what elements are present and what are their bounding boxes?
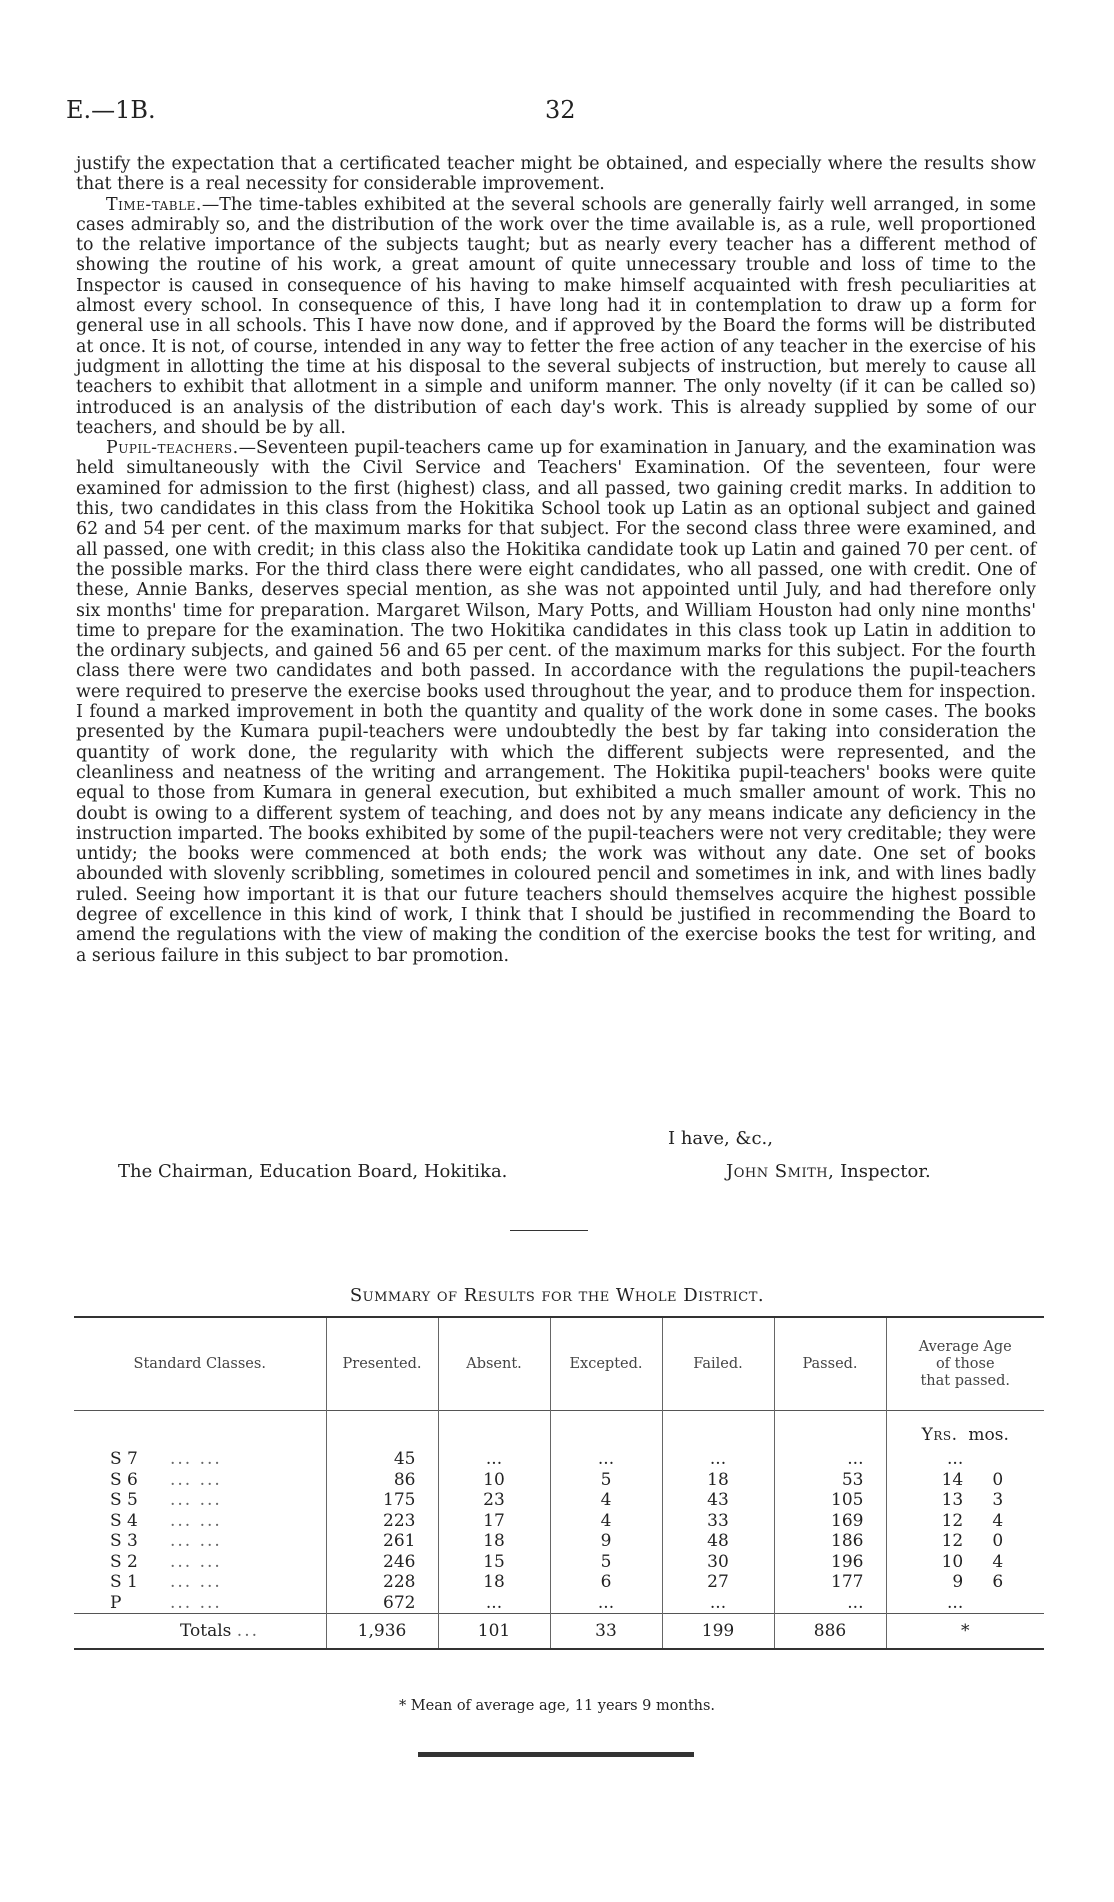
col-header-average-age: Average Age of those that passed.	[886, 1317, 1044, 1411]
cell-excepted: 5	[550, 1470, 662, 1491]
table-row	[74, 1511, 1044, 1532]
cell-age-years: 12	[941, 1510, 964, 1531]
cell-absent: ...	[438, 1449, 550, 1470]
cell-passed: 53	[774, 1470, 886, 1491]
cell-age-years: 9	[952, 1572, 964, 1592]
signature-title: Inspector.	[840, 1161, 931, 1182]
cell-age-months: 0	[992, 1469, 1004, 1490]
cell-failed: 27	[662, 1572, 774, 1593]
cell-presented: 246	[326, 1552, 438, 1573]
cell-age-years: ...	[947, 1592, 964, 1613]
units-row	[74, 1411, 1044, 1450]
totals-failed: 199	[662, 1614, 774, 1650]
cell-passed: 177	[774, 1572, 886, 1593]
section-divider	[510, 1230, 588, 1231]
class-label: S 2	[110, 1551, 138, 1572]
cell-absent: 18	[438, 1572, 550, 1593]
cell-excepted: 6	[550, 1572, 662, 1593]
paragraph-pupil-teachers	[76, 438, 1036, 966]
col-header-presented: Presented.	[326, 1317, 438, 1411]
class-label: S 7	[110, 1449, 138, 1469]
leader-dots: ... ...	[170, 1469, 222, 1490]
cell-passed: 186	[774, 1531, 886, 1552]
cell-failed: 48	[662, 1531, 774, 1552]
closing-salutation: I have, &c.,	[668, 1128, 773, 1149]
cell-failed: ...	[662, 1593, 774, 1614]
cell-excepted: ...	[550, 1449, 662, 1470]
cell-presented: 228	[326, 1572, 438, 1593]
col-header-excepted: Excepted.	[550, 1317, 662, 1411]
totals-passed: 886	[774, 1614, 886, 1650]
class-label: S 1	[110, 1572, 138, 1592]
leader-dots: ... ...	[170, 1490, 222, 1510]
table-row	[74, 1593, 1044, 1614]
unit-months: mos.	[968, 1424, 1009, 1445]
leader-dots: ... ...	[170, 1551, 222, 1572]
col-header-failed: Failed.	[662, 1317, 774, 1411]
totals-row: Totals ... 1,936 101 33 199 886 *	[74, 1614, 1044, 1650]
cell-excepted: 4	[550, 1490, 662, 1511]
paragraph-continuation: justify the expectation that a certificated teacher might be obtained, and especially where the results show that there is a real necessity for considerable improvement.	[76, 154, 1036, 195]
totals-absent: 101	[438, 1614, 550, 1650]
cell-presented: 672	[326, 1593, 438, 1614]
cell-presented: 261	[326, 1531, 438, 1552]
page-number: 32	[545, 96, 576, 124]
pupil-teachers-heading: Pupil-teachers.	[106, 438, 239, 459]
footnote: * Mean of average age, 11 years 9 months.	[398, 1698, 716, 1714]
cell-failed: 30	[662, 1552, 774, 1573]
cell-absent: 17	[438, 1511, 550, 1532]
col-header-classes: Standard Classes.	[133, 1355, 266, 1372]
col-header-absent: Absent.	[438, 1317, 550, 1411]
report-body	[76, 154, 1036, 966]
class-label: S 6	[110, 1469, 138, 1490]
cell-excepted: 9	[550, 1531, 662, 1552]
cell-age-years: 13	[941, 1490, 964, 1510]
cell-failed: 33	[662, 1511, 774, 1532]
cell-absent: 23	[438, 1490, 550, 1511]
table-row	[74, 1490, 1044, 1511]
cell-failed: 18	[662, 1470, 774, 1491]
cell-age-months: 4	[992, 1510, 1004, 1531]
pupil-teachers-text: —Seventeen pupil-teachers came up for examination in January, and the examination was held simultaneously with the Civil Service and Teachers' Examination. Of the seventeen, four were examined for admission to the first (highest) class, and all passed, two gaining credit marks. In addition to this, two candidates in this class from the Hokitika School took up Latin as an optional subject and gained 62 and 54 per cent. of the maximum marks for that subject. For the second class three were examined, and all passed, one with credit; in this class also the Hokitika candidate took up Latin and gained 70 per cent. of the possible marks. For the third class there were eight candidates, who all passed, one with credit. One of these, Annie Banks, deserves special mention, as she was not appointed until July, and had therefore only six months' time for preparation. Margaret Wilson, Mary Potts, and William Houston had only nine months' time to prepare for the examination. The two Hokitika candidates in this class took up Latin in addition to the ordinary subjects, and gained 56 and 65 per cent. of the maximum marks for this subject. For the fourth class there were two candidates and both passed. In accordance with the regulations the pupil-teachers were required to preserve the exercise books used throughout the year, and to produce them for inspection. I found a marked improvement in both the quantity and quality of the work done in some cases. The books presented by the Kumara pupil-teachers were undoubtedly the best by far taking into consideration the quantity of work done, the regularity with which the different subjects were represented, and the cleanliness and neatness of the writing and arrangement. The Hokitika pupil-teachers' books were quite equal to those from Kumara in general execution, but exhibited a much smaller amount of work. This no doubt is owing to a different system of teaching, and does not by any means indicate any deficiency in the instruction imparted. The books exhibited by some of the pupil-teachers were not very creditable; they were untidy; the books were commenced at both ends; the work was without any date. One set of books abounded with slovenly scribbling, sometimes in coloured pencil and sometimes in ink, and with lines badly ruled. Seeing how important it is that our future teachers should themselves acquire the highest possible degree of excellence in this kind of work, I think that I should be justified in recommending the Board to amend the regulations with the view of making the condition of the exercise books the test for writing, and a serious failure in this subject to bar promotion.	[76, 438, 1036, 966]
leader-dots: ... ...	[170, 1592, 222, 1613]
totals-presented: 1,936	[326, 1614, 438, 1650]
leader-dots: ... ...	[170, 1510, 222, 1531]
time-table-heading: Time-table.	[106, 194, 202, 215]
cell-passed: 196	[774, 1552, 886, 1573]
paragraph-time-table	[76, 195, 1036, 439]
letter-closing	[0, 1128, 1114, 1188]
table-row	[74, 1552, 1044, 1573]
cell-excepted: 5	[550, 1552, 662, 1573]
cell-absent: 18	[438, 1531, 550, 1552]
leader-dots: ... ...	[170, 1531, 222, 1551]
cell-passed: 105	[774, 1490, 886, 1511]
cell-passed: 169	[774, 1511, 886, 1532]
totals-age: *	[886, 1614, 1044, 1650]
cell-age-years: ...	[947, 1449, 964, 1469]
document-code: E.—1B.	[66, 96, 156, 124]
cell-age-months: 3	[992, 1490, 1004, 1510]
signature-name: John Smith,	[726, 1161, 835, 1182]
cell-passed: ...	[774, 1593, 886, 1614]
class-label: P	[110, 1592, 122, 1613]
cell-absent: ...	[438, 1593, 550, 1614]
cell-age-months: 0	[992, 1531, 1004, 1551]
cell-presented: 86	[326, 1470, 438, 1491]
addressee: The Chairman, Education Board, Hokitika.	[118, 1161, 508, 1182]
cell-failed: 43	[662, 1490, 774, 1511]
class-label: S 4	[110, 1510, 138, 1531]
totals-excepted: 33	[550, 1614, 662, 1650]
cell-presented: 223	[326, 1511, 438, 1532]
table-row	[74, 1572, 1044, 1593]
table-row	[74, 1531, 1044, 1552]
table-row	[74, 1470, 1044, 1491]
cell-absent: 15	[438, 1552, 550, 1573]
cell-age-years: 10	[941, 1551, 964, 1572]
results-table	[74, 1316, 1044, 1650]
end-rule	[418, 1752, 694, 1757]
cell-failed: ...	[662, 1449, 774, 1470]
cell-age-years: 12	[941, 1531, 964, 1551]
cell-absent: 10	[438, 1470, 550, 1491]
leader-dots: ... ...	[170, 1449, 222, 1469]
cell-presented: 175	[326, 1490, 438, 1511]
time-table-text: —The time-tables exhibited at the several schools are generally fairly well arranged, in some cases admirably so, and the distribution of the work over the time available is, as a rule, well proportioned to the relative importance of the subjects taught; but as nearly every teacher has a different method of showing the routine of his work, a great amount of quite unnecessary trouble and loss of time to the Inspector is caused in consequence of his having to make himself acquainted with fresh peculiarities at almost every school. In consequence of this, I have long had it in contemplation to draw up a form for general use in all schools. This I have now done, and if approved by the Board the forms will be distributed at once. It is not, of course, intended in any way to fetter the free action of any teacher in the exercise of his judgment in allotting the time at his disposal to the several subjects of instruction, but merely to cause all teachers to exhibit that allotment in a simple and uniform manner. The only novelty (if it can be called so) introduced is an analysis of the distribution of each day's work. This is already supplied by some of our teachers, and should be by all.	[76, 194, 1036, 438]
cell-passed: ...	[774, 1449, 886, 1470]
table-header-row	[74, 1317, 1044, 1411]
class-label: S 5	[110, 1490, 138, 1510]
cell-age-months: 4	[992, 1551, 1004, 1572]
cell-presented: 45	[326, 1449, 438, 1470]
cell-age-years: 14	[941, 1469, 964, 1490]
summary-title: Summary of Results for the Whole District.	[349, 1285, 765, 1306]
cell-excepted: 4	[550, 1511, 662, 1532]
leader-dots: ... ...	[170, 1572, 222, 1592]
cell-age-months: 6	[992, 1572, 1004, 1592]
class-label: S 3	[110, 1531, 138, 1551]
totals-label: Totals	[180, 1620, 232, 1641]
col-header-passed: Passed.	[774, 1317, 886, 1411]
cell-excepted: ...	[550, 1593, 662, 1614]
unit-years: Yrs.	[921, 1424, 958, 1445]
table-row	[74, 1449, 1044, 1470]
signature	[726, 1161, 931, 1182]
